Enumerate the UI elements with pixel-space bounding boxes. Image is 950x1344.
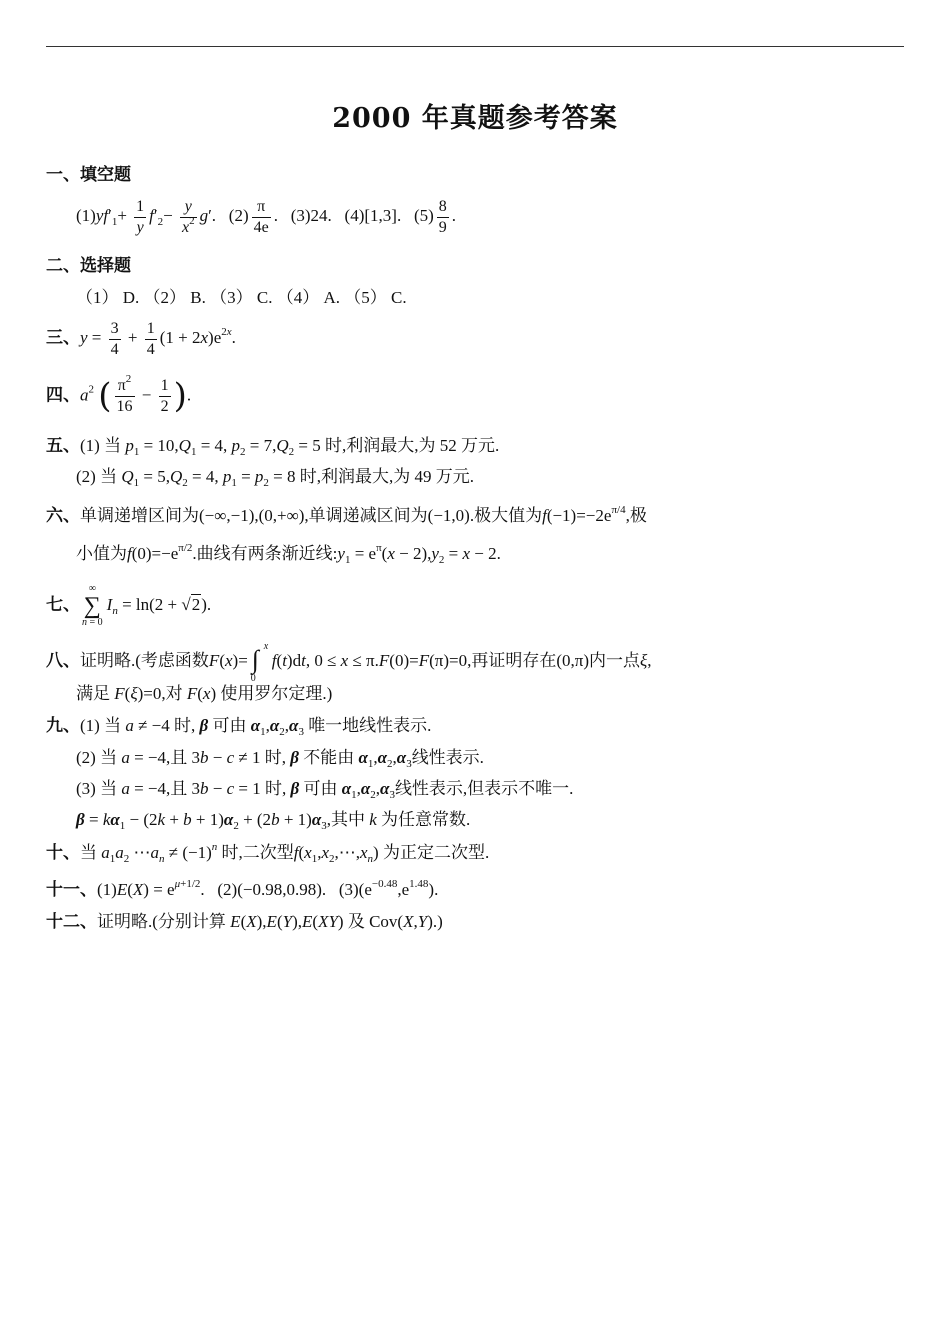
section-12-label: 十二、 <box>46 912 97 931</box>
section-9-line-3: (3) 当 a = −4,且 3b − c = 1 时, β 可由 $\alpha_1,\alpha_2,\alpha_3$线性表示,但表示不唯一. <box>76 779 574 801</box>
section-2-heading <box>46 256 131 276</box>
section-6-text-a: 单调递增区间为 <box>80 506 199 525</box>
section-10-text-a: 当 <box>80 843 97 862</box>
section-5-line-1: 五、(1) 当 $p_1 = 10,Q_1 = 4$, $p_2 = 7,Q_2 = 5$ 时,利润最大,为 52 万元. <box>46 436 500 458</box>
section-11-label: 十一、 <box>46 880 97 899</box>
section-9-text-n: 线性表示,但表示不唯一. <box>394 779 574 798</box>
section-8-text-c: 内一点 <box>589 650 640 670</box>
section-10-text-c: 为正定二次型. <box>382 843 490 862</box>
top-rule <box>46 46 904 47</box>
section-2-answers: （1） D. （2） B. （3） C. （4） A. （5） C. <box>76 288 407 307</box>
section-3-answer: 三、y = $\frac{3}{4}$ + $\frac{1}{4}$ $(1 + 2x)e^{2x}$. <box>46 320 236 358</box>
section-10-label: 十、 <box>46 843 80 862</box>
section-8-text-f: 使用罗尔定理.) <box>220 684 333 703</box>
section-9-line-2: (2) 当 a = −4,且 3b − c ≠ 1 时, β 不能由 $\alpha_1,\alpha_2,\alpha_3$线性表示. <box>76 748 484 770</box>
section-1-heading <box>46 165 131 185</box>
section-8-text-e: ,对 <box>161 684 183 703</box>
section-6-text-e: 小值为 <box>76 544 127 563</box>
section-9-text-k: ,且 <box>166 779 188 798</box>
page-title: 2000 年真题参考答案 <box>332 103 618 134</box>
section-8-text-a: 证明略.(考虑函数 <box>80 650 209 670</box>
section-9-text-i: 线性表示. <box>411 748 484 767</box>
section-9-text-c: 可由 <box>212 716 247 735</box>
section-8-text-b: ,再证明存在 <box>467 650 557 670</box>
section-9-text-e: 当 <box>100 748 118 767</box>
section-6-text-c: .极大值为 <box>469 506 543 525</box>
section-12-text-a: 证明略.(分别计算 <box>97 912 226 931</box>
section-7-answer: 七、 ∞ ∑ n = 0 $I_n = \ln(2 + √2)$. <box>46 583 212 628</box>
section-4-answer: 四、$a^2$ ( $\frac{\pi^2}{16}$ − $\frac{1}{2}$ ). <box>46 373 192 416</box>
section-9-text-d: 唯一地线性表示. <box>308 716 432 735</box>
section-5-line-1-text: 时,利润最大,为 52 万元. <box>325 436 500 455</box>
section-9-text-f: ,且 <box>166 748 188 767</box>
section-12-text-c: .) <box>432 912 443 931</box>
section-6-label: 六、 <box>46 506 80 525</box>
section-4-label: 四、 <box>46 385 80 405</box>
section-6-text-f: .曲线有两条渐近线: <box>192 544 338 563</box>
section-7-label: 七、 <box>46 594 80 614</box>
section-9-line-1: 九、(1) 当 a ≠ −4 时, β 可由 $\alpha_1,\alpha_2,\alpha_3$ 唯一地线性表示. <box>46 716 432 738</box>
section-6-text-b: ,单调递减区间为 <box>304 506 428 525</box>
section-9-text-h: 不能由 <box>303 748 355 767</box>
section-9-text-m: 可由 <box>303 779 338 798</box>
section-8-text-d: 满足 <box>76 684 110 703</box>
section-6-text-d: ,极 <box>625 506 647 525</box>
section-9-text-l: 时, <box>265 779 287 798</box>
section-9-text-p: 为任意常数. <box>381 810 471 829</box>
section-9-text-g: 时, <box>264 748 286 767</box>
section-6-line-1: 六、单调递增区间为(−∞,−1),(0,+∞),单调递减区间为(−1,0).极大值为$f(-1)=-2e^{\pi/4}$,极 <box>46 504 647 525</box>
section-9-text-o: ,其中 <box>326 810 365 829</box>
section-10-answer: 十、当 $a_1a_2$ $\cdots a_n \ne (-1)^n$ 时,二次型$f(x_1,x_2,\cdots,x_n)$ 为正定二次型. <box>46 841 490 865</box>
section-12-text-b: 及 <box>347 912 365 931</box>
section-5-label: 五、 <box>46 436 80 455</box>
section-10-text-b: 时,二次型 <box>221 843 294 862</box>
section-12-answer: 十二、证明略.(分别计算 E(X),E(Y),E(XY) 及 Cov(X,Y).) <box>46 912 443 931</box>
section-1-label: 一、填空题 <box>46 165 131 185</box>
section-9-line-4: $\beta = k\alpha_1 - (2k + b + 1)\alpha_2 + (2b + 1)\alpha_3$,其中 k 为任意常数. <box>76 810 471 832</box>
section-9-label: 九、 <box>46 716 80 735</box>
section-11-answer: 十一、$(1)E(X) = e^{\mu+1/2}$. (2)(−0.98,0.98). $(3)(e^{-0.48},e^{1.48})$. <box>46 878 439 899</box>
section-9-text-j: 当 <box>100 779 118 798</box>
section-9-text-b: 时, <box>174 716 196 735</box>
section-8-label: 八、 <box>46 650 80 670</box>
section-6-line-2: 小值为$f(0)=-e^{\pi/2}$.曲线有两条渐近线$:y_1 = e^\pi(x - 2),y_2 = x - 2$. <box>76 542 501 566</box>
section-8-line-2: 满足 F(ξ)=0,对 F(x) 使用罗尔定理.) <box>76 684 333 703</box>
section-8-line-1: 八、证明略.(考虑函数F(x)= ∫ x 0 f(t)dt, 0 ≤ x ≤ π.F(0)=F(π)=0,再证明存在(0,π)内一点ξ, <box>46 641 652 684</box>
section-3-label: 三、 <box>46 328 80 347</box>
section-9-text-a: 当 <box>104 716 122 735</box>
section-5-line-2: (2) 当 $Q_1 = 5,Q_2 = 4$, $p_1 = p_2 = 8$ 时,利润最大,为 49 万元. <box>76 467 475 489</box>
section-2-label: 二、选择题 <box>46 256 131 276</box>
section-5-line-2-text: 时,利润最大,为 49 万元. <box>299 467 475 486</box>
section-1-answers: $(1)yf'_1+$ $\frac{1}{y}$ $f'_2-$ $\frac{y}{x^2}$ g′. (2) $\frac{\pi}{4e}$ . (3)24. (4)[1,3]. (5) $\frac{8}{9}$ . <box>76 198 457 236</box>
